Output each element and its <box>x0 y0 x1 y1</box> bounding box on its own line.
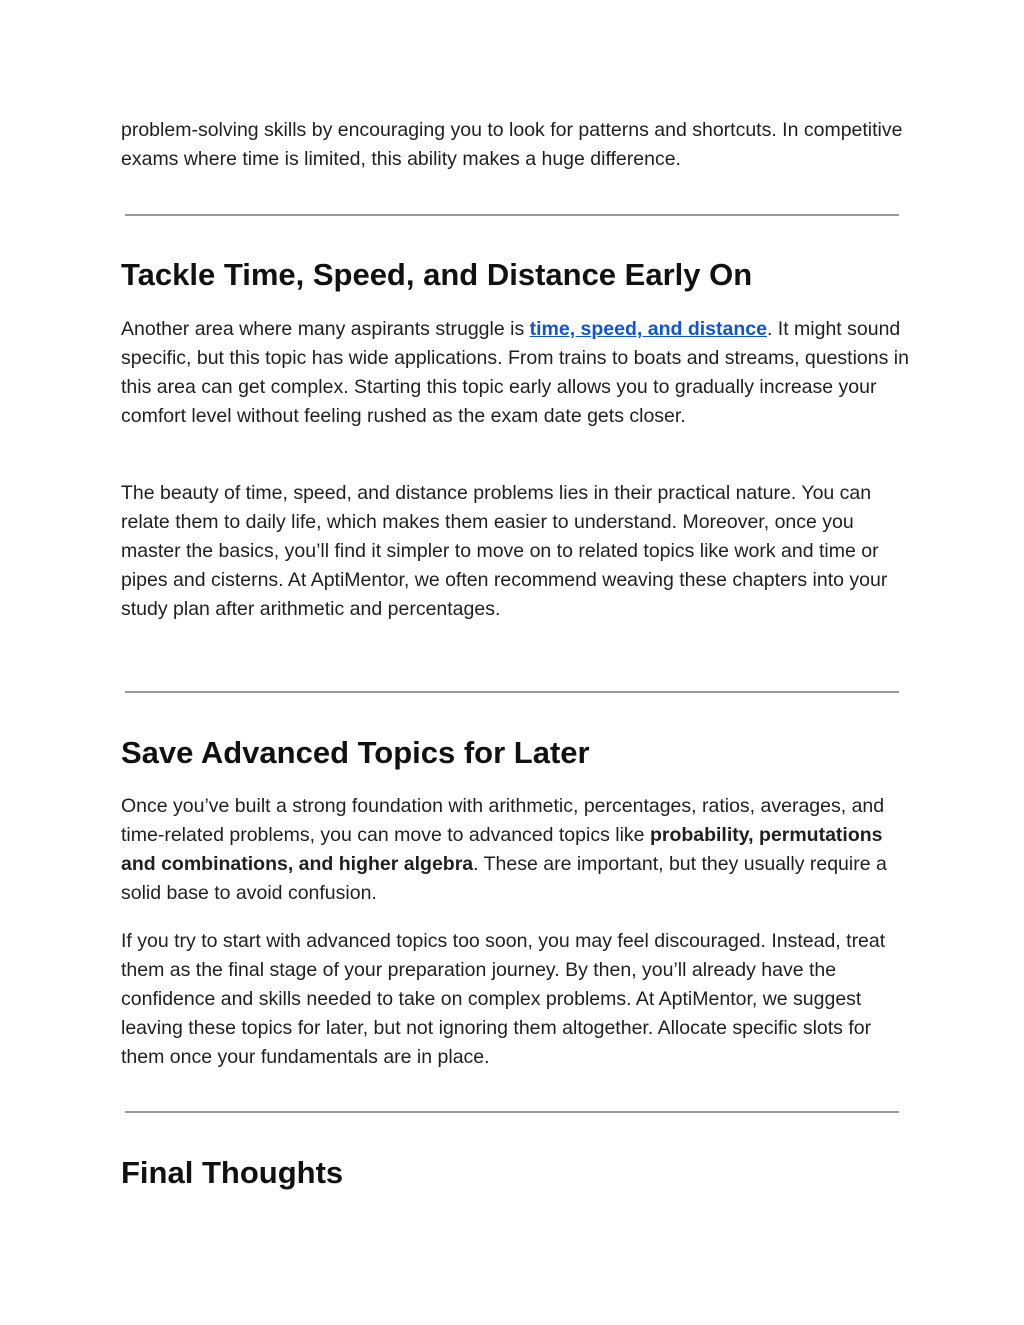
section-divider-1 <box>125 214 899 216</box>
tsd-paragraph-1 <box>121 315 911 431</box>
tsd-paragraph-2: The beauty of time, speed, and distance problems lies in their practical nature. You can relate them to daily life, which makes them easier to understand. Moreover, once you master the basics, you’ll find it simpler to move on to related topics like work and time or pipes and cisterns. At AptiMentor, we often recommend weaving these chapters into your study plan after arithmetic and percentages. <box>121 482 888 620</box>
advanced-paragraph-1-rest: . These are important, but they usually require a solid base to avoid confusion. <box>121 853 887 904</box>
advanced-paragraph-2: If you try to start with advanced topics too soon, you may feel discouraged. Instead, treat them as the final stage of your preparation journey. By then, you’ll already have the confidence and skills needed to take on complex problems. At AptiMentor, we suggest leaving these topics for later, but not ignoring them altogether. Allocate specific slots for them once your fundamentals are in place. <box>121 930 886 1068</box>
intro-paragraph: problem-solving skills by encouraging you to look for patterns and shortcuts. In competitive exams where time is limited, this ability makes a huge difference. <box>121 119 903 170</box>
heading-final-thoughts: Final Thoughts <box>121 1155 344 1190</box>
heading-advanced-topics: Save Advanced Topics for Later <box>121 735 590 770</box>
section-divider-3 <box>125 1111 899 1113</box>
advanced-paragraph-1-lead: Once you’ve built a strong foundation with arithmetic, percentages, ratios, averages, and time-related problems, you can move to advanced topics like <box>121 795 885 846</box>
tsd-paragraph-1-rest: . It might sound specific, but this topic has wide applications. From trains to boats and streams, questions in this area can get complex. Starting this topic early allows you to gradually increase your comfort level without feeling rushed as the exam date gets closer. <box>121 318 909 427</box>
heading-time-speed-distance: Tackle Time, Speed, and Distance Early On <box>121 257 753 292</box>
time-speed-distance-link[interactable]: time, speed, and distance <box>529 318 767 340</box>
tsd-paragraph-1-lead: Another area where many aspirants struggle is <box>121 318 530 340</box>
advanced-paragraph-1 <box>121 792 911 908</box>
advanced-topics-emphasis: probability, permutations and combinations, and higher algebra <box>121 824 883 875</box>
section-divider-2 <box>125 691 899 693</box>
